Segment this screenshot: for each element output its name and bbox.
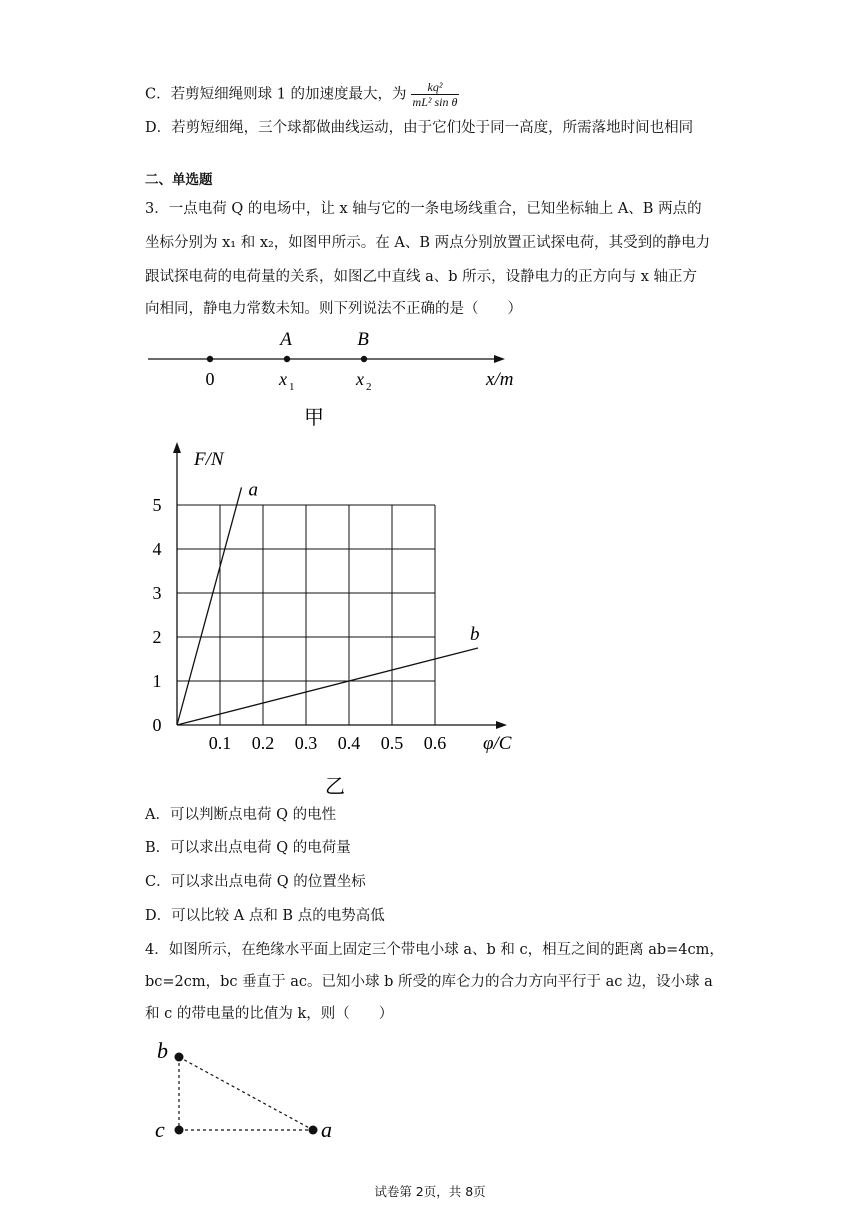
x-tick-label: 0.4 bbox=[337, 733, 361, 753]
tick-x2-sub: 2 bbox=[366, 381, 372, 393]
fraction-denominator: mL² sin θ bbox=[412, 95, 458, 109]
label-ball-b: b bbox=[157, 1038, 168, 1063]
option-c-text: C．若剪短细绳则球 1 的加速度最大，为 bbox=[145, 86, 407, 103]
fraction-numerator: kq² bbox=[411, 80, 460, 95]
y-tick-label: 4 bbox=[152, 539, 162, 559]
y-tick-label: 2 bbox=[152, 627, 162, 647]
option-c bbox=[145, 80, 459, 109]
y-axis-label: F/N bbox=[194, 449, 224, 470]
ball-a bbox=[309, 1126, 318, 1135]
label-ball-a: a bbox=[321, 1117, 332, 1142]
q3-option-a: A．可以判断点电荷 Q 的电性 bbox=[145, 807, 337, 823]
point-b-dot bbox=[361, 356, 367, 362]
ball-c bbox=[175, 1126, 184, 1135]
option-d: D．若剪短细绳，三个球都做曲线运动，由于它们处于同一高度，所需落地时间也相同 bbox=[145, 120, 694, 136]
tick-0: 0 bbox=[205, 369, 215, 389]
chart-yi bbox=[0, 435, 860, 805]
triangle-figure bbox=[0, 1030, 860, 1150]
q3-line1: 3．一点电荷 Q 的电场中，让 x 轴与它的一条电场线重合，已知坐标轴上 A、B 两点的 bbox=[145, 201, 702, 217]
section-title: 二、单选题 bbox=[145, 172, 213, 188]
ball-b bbox=[175, 1053, 184, 1062]
x-tick-label: 0.2 bbox=[251, 733, 275, 753]
series-line-b bbox=[177, 648, 478, 725]
arrow-head-icon bbox=[494, 355, 505, 363]
y-tick-label: 0 bbox=[152, 715, 162, 735]
label-a: A bbox=[280, 329, 292, 350]
q4-line3: 和 c 的带电量的比值为 k，则（ ） bbox=[145, 1006, 394, 1022]
x-tick-label: 0.3 bbox=[294, 733, 318, 753]
series-line-a bbox=[177, 487, 242, 725]
q3-line4: 向相同，静电力常数未知。则下列说法不正确的是（ ） bbox=[145, 301, 522, 317]
x-tick-label: 0.1 bbox=[208, 733, 232, 753]
chart-caption: 乙 bbox=[325, 776, 345, 798]
q3-option-d: D．可以比较 A 点和 B 点的电势高低 bbox=[145, 908, 385, 924]
x-axis-label: φ/C bbox=[483, 733, 512, 754]
x-tick-label: 0.5 bbox=[380, 733, 404, 753]
y-tick-label: 5 bbox=[152, 495, 162, 515]
q4-line1: 4．如图所示，在绝缘水平面上固定三个带电小球 a、b 和 c，相互之间的距离 ab=4cm， bbox=[145, 942, 724, 958]
tick-x1-sub: 1 bbox=[289, 381, 295, 393]
edge-ba bbox=[179, 1057, 313, 1130]
figure-jia bbox=[0, 320, 860, 435]
tick-x2: x bbox=[356, 369, 364, 389]
label-b: B bbox=[357, 329, 369, 350]
axis-label: x/m bbox=[486, 369, 514, 390]
y-axis-arrow-icon bbox=[173, 442, 181, 453]
label-ball-c: c bbox=[155, 1117, 165, 1142]
q3-line3: 跟试探电荷的电荷量的关系，如图乙中直线 a、b 所示，设静电力的正方向与 x 轴正方 bbox=[145, 269, 698, 285]
q3-line2: 坐标分别为 x₁ 和 x₂，如图甲所示。在 A、B 两点分别放置正试探电荷，其受到的静电力 bbox=[145, 235, 711, 251]
q3-option-b: B．可以求出点电荷 Q 的电荷量 bbox=[145, 840, 351, 856]
series-label-b: b bbox=[470, 624, 480, 645]
page-footer: 试卷第 2页，共 8页 bbox=[374, 1184, 486, 1199]
q4-line2: bc=2cm，bc 垂直于 ac。已知小球 b 所受的库仑力的合力方向平行于 ac 边，设小球 a bbox=[145, 974, 713, 990]
caption-jia: 甲 bbox=[304, 407, 324, 429]
origin-dot bbox=[207, 356, 213, 362]
tick-x1: x bbox=[279, 369, 287, 389]
x-axis-arrow-icon bbox=[496, 721, 507, 729]
y-tick-label: 1 bbox=[152, 671, 162, 691]
point-a-dot bbox=[284, 356, 290, 362]
x-tick-label: 0.6 bbox=[423, 733, 447, 753]
series-label-a: a bbox=[248, 479, 258, 501]
q3-option-c: C．可以求出点电荷 Q 的位置坐标 bbox=[145, 874, 366, 890]
fraction bbox=[411, 80, 460, 109]
y-tick-label: 3 bbox=[152, 583, 162, 603]
